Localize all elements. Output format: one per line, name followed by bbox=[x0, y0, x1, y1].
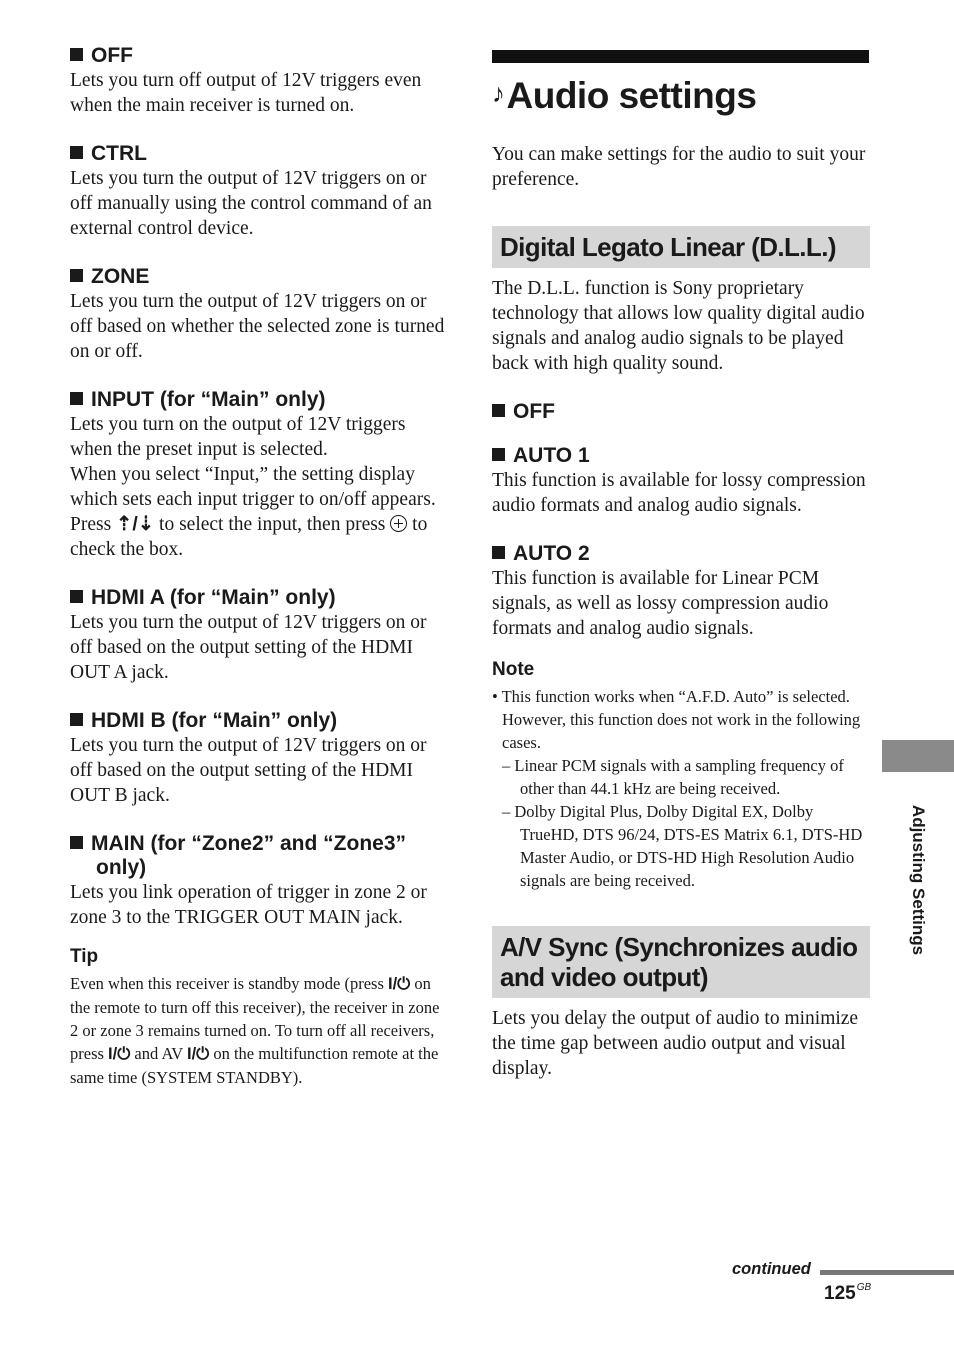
square-bullet-icon bbox=[70, 836, 83, 849]
text-input-3: Press ⇡/⇣ to select the input, then press to check the box. bbox=[70, 513, 428, 560]
section-hdmi-a bbox=[70, 586, 448, 685]
chapter-tab bbox=[882, 740, 954, 772]
square-bullet-icon bbox=[70, 392, 83, 405]
section-main bbox=[70, 832, 448, 930]
text-ctrl: Lets you turn the output of 12V triggers on or off manually using the control command of an external control device. bbox=[70, 168, 432, 239]
square-bullet-icon bbox=[492, 546, 505, 559]
heading-main: MAIN (for “Zone2” and “Zone3” only) bbox=[91, 832, 406, 879]
section-auto1 bbox=[492, 444, 870, 518]
avsync-text: Lets you delay the output of audio to minimize the time gap between audio output and visual display. bbox=[492, 1008, 859, 1079]
section-input bbox=[70, 388, 448, 562]
heading-dll-off: OFF bbox=[513, 400, 555, 423]
tip-box bbox=[70, 946, 448, 1089]
heading-hdmi-b: HDMI B (for “Main” only) bbox=[91, 709, 338, 732]
note-list bbox=[492, 685, 870, 892]
dll-text: The D.L.L. function is Sony proprietary technology that allows low quality digital audio signals and analog audio signals to be played back with high quality sound. bbox=[492, 278, 865, 374]
text-auto2: This function is available for Linear PCM signals, as well as lossy compression audio formats and analog audio signals. bbox=[492, 568, 829, 639]
heading-input: INPUT (for “Main” only) bbox=[91, 388, 326, 411]
power-icon: I/⏻ bbox=[388, 975, 411, 993]
page-number: $125^{GB}$ bbox=[824, 1282, 872, 1304]
enter-button-icon bbox=[390, 515, 407, 532]
dll-section-heading: Digital Legato Linear (D.L.L.) bbox=[492, 226, 870, 268]
note-box bbox=[492, 659, 870, 892]
tip-text: Even when this receiver is standby mode (press I/⏻ on the remote to turn off this receiver), the receiver in zone 2 or zone 3 remains turned on. To turn off all receivers, press I/⏻ and AV I/⏻ on the multifunction remote at the same time (SYSTEM STANDBY). bbox=[70, 974, 440, 1087]
right-column bbox=[492, 50, 870, 1081]
section-zone bbox=[70, 265, 448, 364]
heading-auto2: AUTO 2 bbox=[513, 542, 590, 565]
continued-rule bbox=[820, 1270, 954, 1275]
note-subitem: – Dolby Digital Plus, Dolby Digital EX, Dolby TrueHD, DTS 96/24, DTS-ES Matrix 6.1, DTS-HD Master Audio, or DTS-HD High Resolution Audio signals are being received. bbox=[502, 802, 863, 890]
power-icon: I/⏻ bbox=[186, 1045, 210, 1063]
text-hdmi-b: Lets you turn the output of 12V triggers on or off based on the output setting of the HDMI OUT B jack. bbox=[70, 735, 427, 806]
up-down-arrow-icon: ⇡/⇣ bbox=[116, 513, 155, 535]
text-auto1: This function is available for lossy compression audio formats and analog audio signals. bbox=[492, 470, 866, 516]
heading-ctrl: CTRL bbox=[91, 142, 147, 165]
text-zone: Lets you turn the output of 12V triggers on or off based on whether the selected zone is turned on or off. bbox=[70, 291, 445, 362]
chapter-label: Adjusting Settings bbox=[909, 804, 928, 956]
square-bullet-icon bbox=[70, 269, 83, 282]
power-icon: I/⏻ bbox=[108, 1045, 131, 1063]
heading-zone: ZONE bbox=[91, 265, 150, 288]
section-auto2 bbox=[492, 542, 870, 641]
heading-off: OFF bbox=[91, 44, 133, 67]
square-bullet-icon bbox=[492, 448, 505, 461]
title-rule bbox=[492, 50, 869, 63]
audio-note-icon: ♪ bbox=[492, 78, 505, 108]
note-item: • This function works when “A.F.D. Auto” is selected. However, this function does not work in the following cases. bbox=[492, 687, 861, 752]
left-column bbox=[70, 44, 448, 1089]
section-off bbox=[70, 44, 448, 118]
heading-hdmi-a: HDMI A (for “Main” only) bbox=[91, 586, 336, 609]
text-hdmi-a: Lets you turn the output of 12V triggers on or off based on the output setting of the HDMI OUT A jack. bbox=[70, 612, 427, 683]
intro-text: You can make settings for the audio to suit your preference. bbox=[492, 144, 866, 190]
tip-heading: Tip bbox=[70, 946, 99, 967]
page-title: ♪Audio settings bbox=[492, 75, 757, 116]
note-subitem: – Linear PCM signals with a sampling frequency of other than 44.1 kHz are being received. bbox=[502, 756, 844, 798]
note-heading: Note bbox=[492, 659, 535, 680]
text-main: Lets you link operation of trigger in zone 2 or zone 3 to the TRIGGER OUT MAIN jack. bbox=[70, 882, 427, 928]
text-off: Lets you turn off output of 12V triggers even when the main receiver is turned on. bbox=[70, 70, 422, 116]
square-bullet-icon bbox=[70, 48, 83, 61]
square-bullet-icon bbox=[70, 146, 83, 159]
section-ctrl bbox=[70, 142, 448, 241]
avsync-section-heading: A/V Sync (Synchronizes audio and video output) bbox=[492, 926, 870, 998]
section-hdmi-b bbox=[70, 709, 448, 808]
square-bullet-icon bbox=[70, 713, 83, 726]
square-bullet-icon bbox=[70, 590, 83, 603]
text-input-1: Lets you turn on the output of 12V triggers when the preset input is selected. bbox=[70, 414, 406, 460]
square-bullet-icon bbox=[492, 404, 505, 417]
continued-label: continued bbox=[732, 1260, 811, 1278]
heading-auto1: AUTO 1 bbox=[513, 444, 590, 467]
text-input-2: When you select “Input,” the setting display which sets each input trigger to on/off appears. bbox=[70, 464, 436, 510]
